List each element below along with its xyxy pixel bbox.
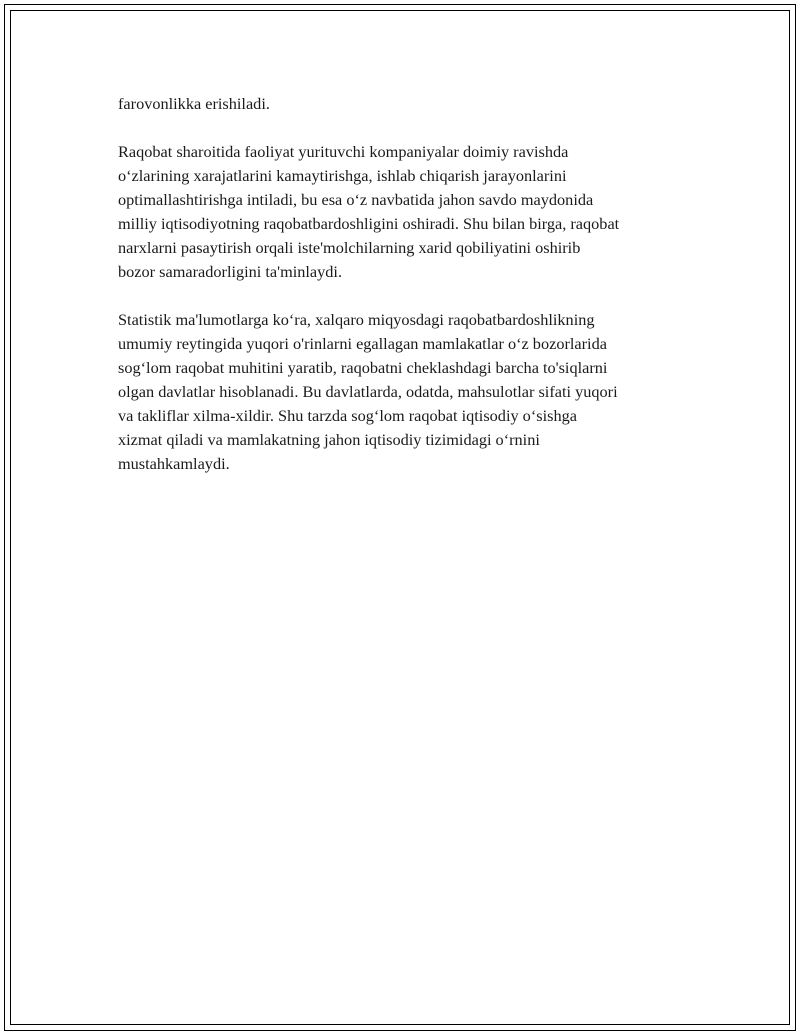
text-line: olgan davlatlar hisoblanadi. Bu davlatlarda, odatda, mahsulotlar sifati yuqori <box>118 382 618 401</box>
text-line: o‘zlarining xarajatlarini kamaytirishga, ishlab chiqarish jarayonlarini <box>118 166 567 185</box>
document-body <box>118 92 698 500</box>
text-line: milliy iqtisodiyotning raqobatbardoshligini oshiradi. Shu bilan birga, raqobat <box>118 214 620 233</box>
text-line: Raqobat sharoitida faoliyat yurituvchi kompaniyalar doimiy ravishda <box>118 142 569 161</box>
text-line: sog‘lom raqobat muhitini yaratib, raqobatni cheklashdagi barcha to'siqlarni <box>118 358 608 377</box>
paragraph-1 <box>118 92 698 116</box>
text-line: xizmat qiladi va mamlakatning jahon iqtisodiy tizimidagi o‘rnini <box>118 430 540 449</box>
text-line: Statistik ma'lumotlarga ko‘ra, xalqaro miqyosdagi raqobatbardoshlikning <box>118 310 595 329</box>
text-line: va takliflar xilma-xildir. Shu tarzda sog‘lom raqobat iqtisodiy o‘sishga <box>118 406 577 425</box>
paragraph-3 <box>118 308 698 476</box>
text-line: mustahkamlaydi. <box>118 454 230 473</box>
text-line: bozor samaradorligini ta'minlaydi. <box>118 262 343 281</box>
text-line: optimallashtirishga intiladi, bu esa o‘z navbatida jahon savdo maydonida <box>118 190 594 209</box>
text-line: farovonlikka erishiladi. <box>118 94 270 113</box>
paragraph-2 <box>118 140 698 284</box>
text-line: umumiy reytingida yuqori o'rinlarni egallagan mamlakatlar o‘z bozorlarida <box>118 334 607 353</box>
text-line: narxlarni pasaytirish orqali iste'molchilarning xarid qobiliyatini oshirib <box>118 238 581 257</box>
